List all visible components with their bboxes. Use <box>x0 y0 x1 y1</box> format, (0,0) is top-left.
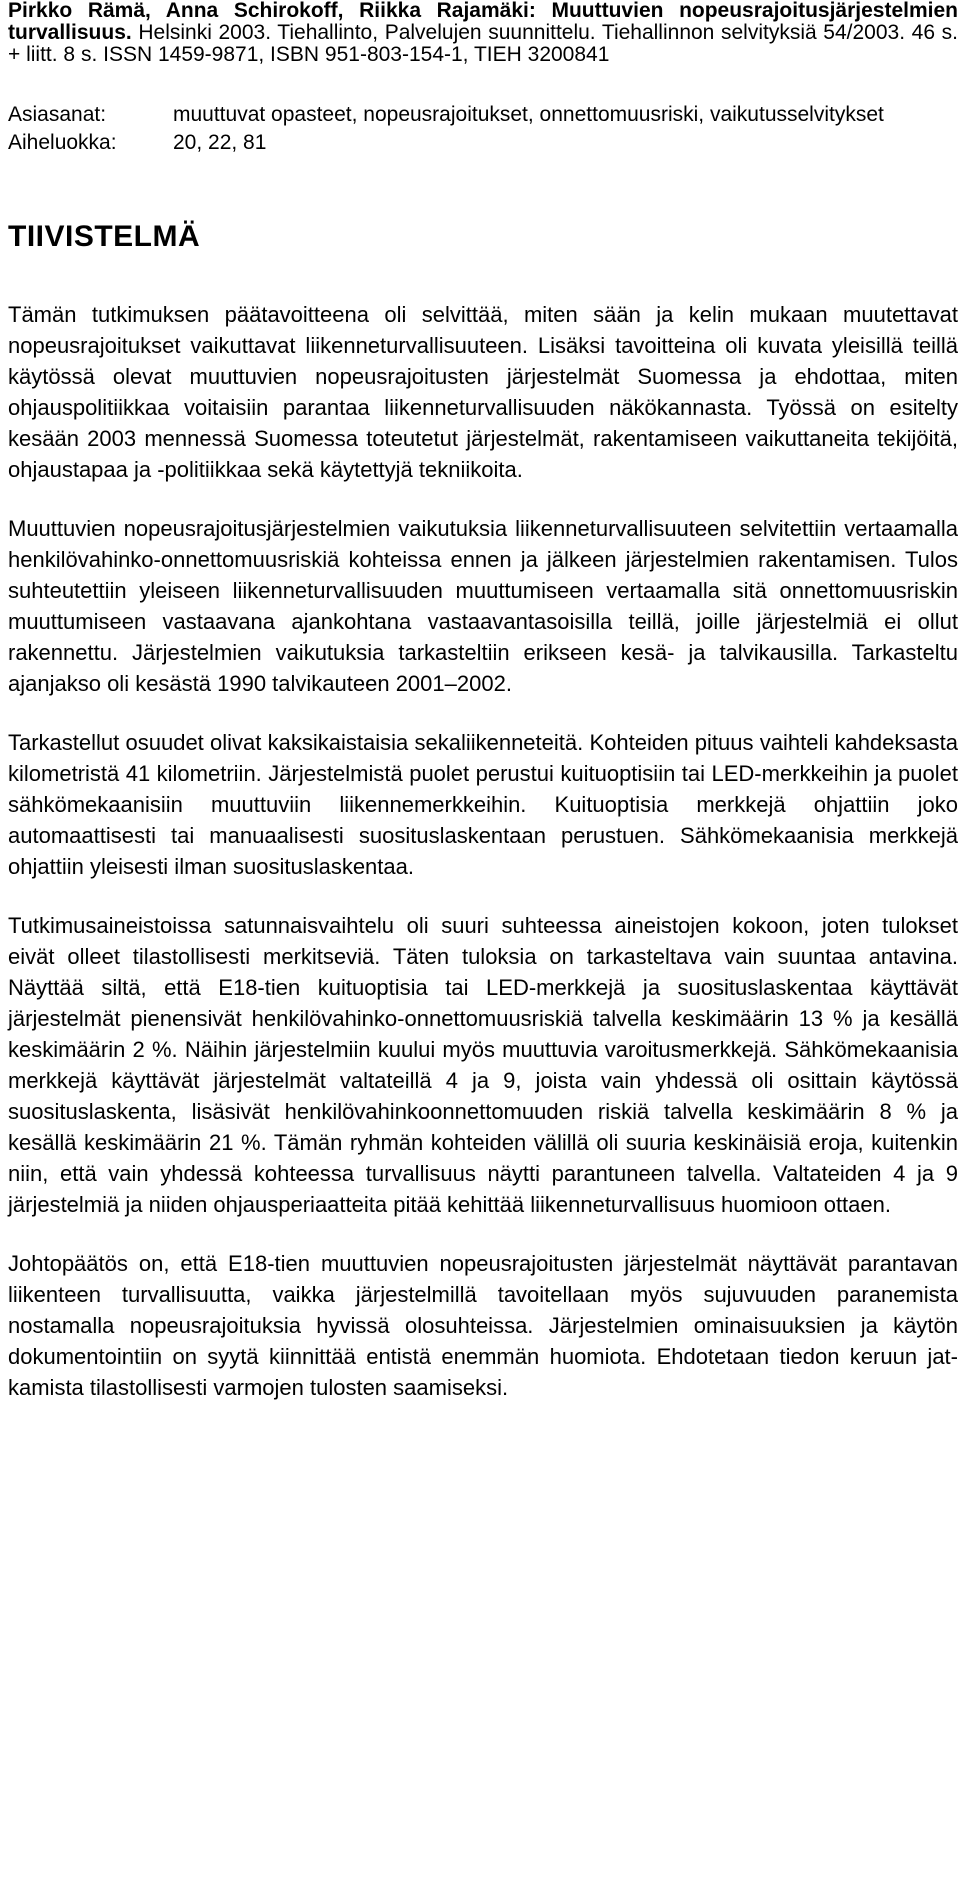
asiasanat-value: muuttuvat opasteet, nopeusrajoitukset, onnettomuusriski, vaikutusselvitykset <box>173 103 884 126</box>
citation-publication: Helsinki 2003. Tiehallinto, Palvelujen suunnittelu. Tiehallinnon selvityksiä 54/2003. 46 s. + liitt. 8 s. ISSN 1459-9871, ISBN 951-803-154-1, TIEH 3200841 <box>8 21 959 66</box>
keywords-row-asiasanat <box>8 101 958 129</box>
abstract-body <box>8 299 958 1403</box>
abstract-paragraph-5: Johtopäätös on, että E18-tien muuttuvien nopeusrajoitusten järjestelmät näyttävät parantavan liikenteen turvallisuutta, vaikka järjestelmillä tavoitellaan myös sujuvuuden paranemista nostamalla nopeusrajoituksia hyvissä olosuhteissa. Järjestelmien ominaisuuksien ja käytön dokumentointiin on syytä kiinnittää entistä enemmän huomiota. Ehdotetaan tiedon keruun jatkamista tilastollisesti varmojen tulosten saamiseksi. <box>8 1251 958 1400</box>
keywords-row-aiheluokka <box>8 129 958 157</box>
aiheluokka-label: Aiheluokka: <box>8 131 117 154</box>
document-page <box>8 0 958 1431</box>
asiasanat-label: Asiasanat: <box>8 103 107 126</box>
abstract-paragraph-1: Tämän tutkimuksen päätavoitteena oli selvittää, miten sään ja kelin mukaan muutettavat nopeusrajoitukset vaikuttavat liikenneturvallisuuteen. Lisäksi tavoitteina oli kuvata yleisillä teillä käytössä olevat muuttuvien nopeusrajoitusten järjestelmät Suomessa ja ehdottaa, miten ohjauspolitiikkaa voitaisiin parantaa liikenneturvallisuuden näkökannasta. Työssä on esitelty kesään 2003 mennessä Suomessa toteutetut järjestelmät, rakentamiseen vaikuttaneita tekijöitä, ohjaustapaa ja -politiikkaa sekä käytettyjä tekniikoita. <box>8 302 958 482</box>
citation-block <box>8 0 958 66</box>
citation-authors: Pirkko Rämä, Anna Schirokoff, Riikka Rajamäki: Muuttuvien nopeusrajoitusjärjestelmien turvallisuus. <box>8 0 958 44</box>
abstract-paragraph-2: Muuttuvien nopeusrajoitusjärjestelmien vaikutuksia liikenneturvallisuuteen selvitettiin vertaamalla henkilövahinko-onnettomuusriskiä kohteissa ennen ja jälkeen järjestelmien rakentamisen. Tulos suhteutettiin yleiseen liikenneturvallisuuden muuttumiseen vertaamalla sitä onnettomuusriskin muuttumiseen vastaavana ajankohtana vastaavantasoisilla teillä, joille järjestelmiä ei ollut rakennettu. Järjestelmien vaikutuksia tarkasteltiin erikseen kesä- ja talvikausilla. Tarkasteltu ajanjakso oli kesästä 1990 talvikauteen 2001–2002. <box>8 516 958 696</box>
section-heading: TIIVISTELMÄ <box>8 220 201 253</box>
abstract-paragraph-3: Tarkastellut osuudet olivat kaksikaistaisia sekaliikenneteitä. Kohteiden pituus vaihteli kahdeksasta kilometristä 41 kilometriin. Järjestelmistä puolet perustui kuituoptisiin tai LED-merkkeihin ja puolet sähkömekaanisiin muuttuviin liikennemerkkeihin. Kuituoptisia merkkejä ohjattiin joko automaattisesti tai manuaalisesti suosituslaskentaan perustuen. Sähkömekaanisia merkkejä ohjattiin yleisesti ilman suosituslaskentaa. <box>8 730 958 879</box>
abstract-paragraph-4: Tutkimusaineistoissa satunnaisvaihtelu oli suuri suhteessa aineistojen kokoon, joten tulokset eivät olleet tilastollisesti merkitseviä. Täten tuloksia on tarkasteltava vain suuntaa antavina. Näyttää siltä, että E18-tien kuituoptisia tai LED-merkkejä ja suosituslaskentaa käyttävät järjestelmät pienensivät henkilövahinko-onnettomuusriskiä talvella keskimäärin 13 % ja kesällä keskimäärin 2 %. Näihin järjestelmiin kuului myös muuttuvia varoitusmerkkejä. Sähkömekaanisia merkkejä käyttävät järjestelmät valtateillä 4 ja 9, joista vain yhdessä oli osittain käytössä suosituslaskenta, lisäsivät henkilövahinkoonnettomuuden riskiä talvella keskimäärin 8 % ja kesällä keskimäärin 21 %. Tämän ryhmän kohteiden välillä oli suuria keskinäisiä eroja, kuitenkin niin, että vain yhdessä kohteessa turvallisuus näytti parantuneen talvella. Valtateiden 4 ja 9 järjestelmiä ja niiden ohjausperiaatteita pitää kehittää liikenneturvallisuus huomioon ottaen. <box>8 913 958 1217</box>
keywords-block <box>8 101 958 157</box>
aiheluokka-value: 20, 22, 81 <box>173 131 267 154</box>
